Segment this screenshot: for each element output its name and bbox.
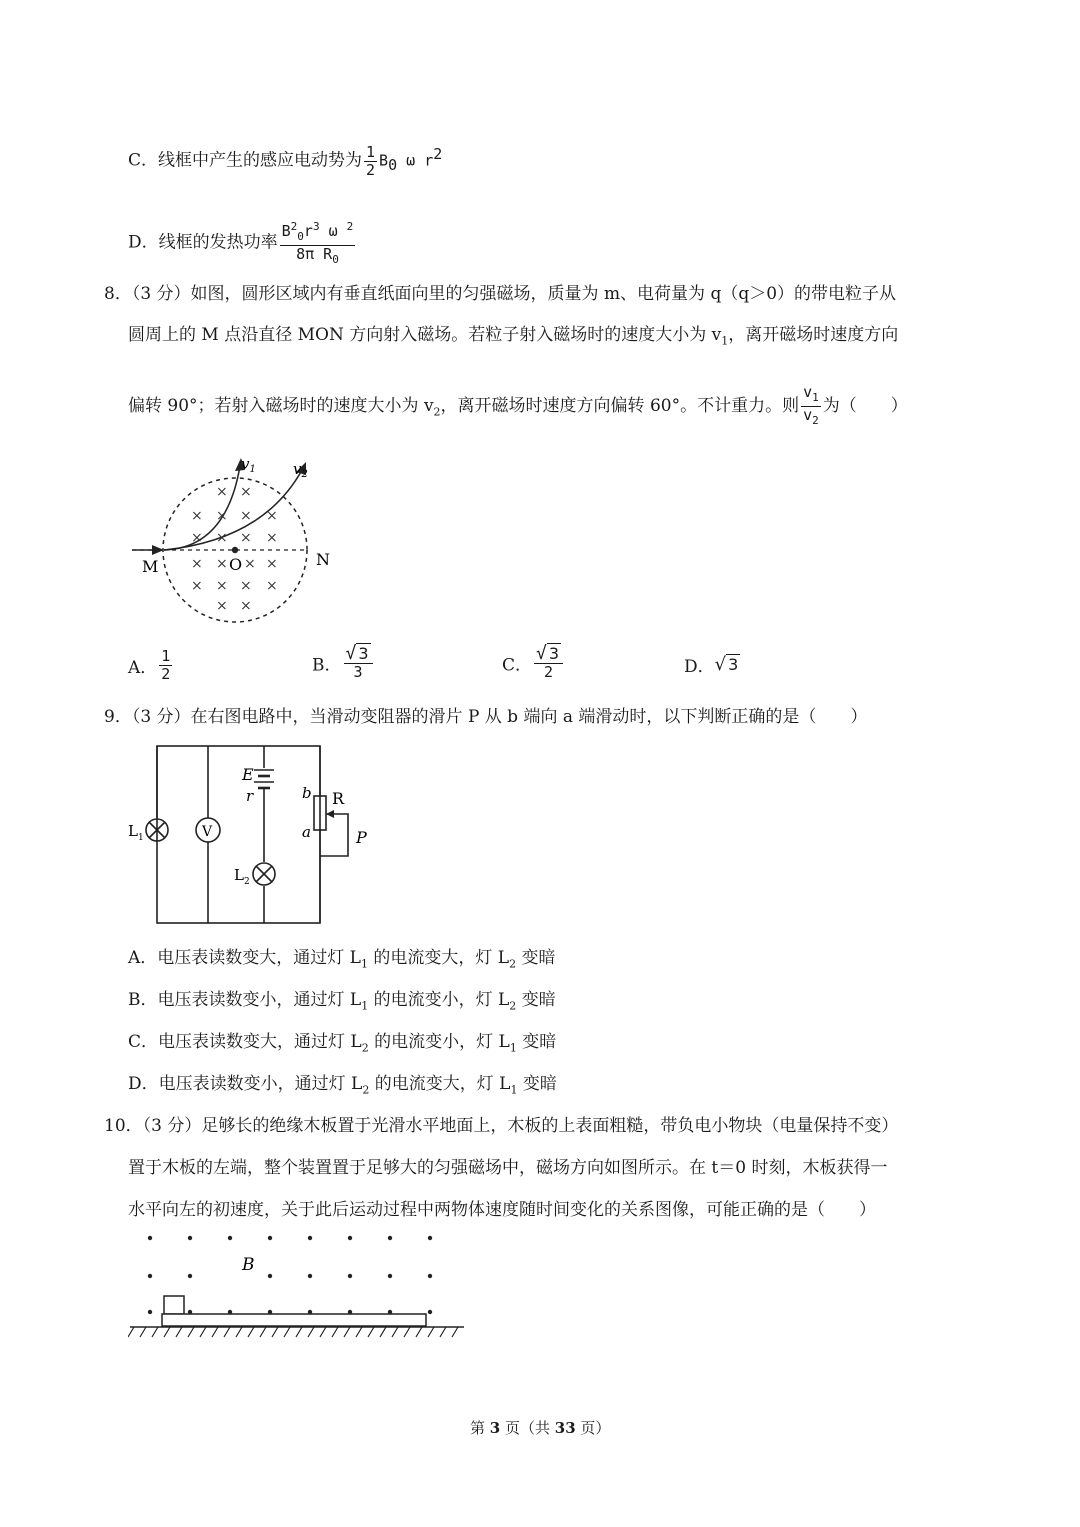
q8-option-c[interactable]: C． $\frac{√ 3}{2}$ xyxy=(502,645,565,681)
label-L2: $L_2$ xyxy=(234,866,250,887)
q9-option-c[interactable]: C．电压表读数变大，通过灯 $L_2$ 的电流变小，灯 $L_1$ 变暗 xyxy=(128,1032,557,1055)
q9-stem: 9．（3 分）在右图电路中，当滑动变阻器的滑片 P 从 b 端向 a 端滑动时，以下判断正确的是（ ） xyxy=(104,707,868,727)
svg-text:×: × xyxy=(244,556,256,572)
q9-option-a[interactable]: A．电压表读数变大，通过灯 $L_1$ 的电流变大，灯 $L_2$ 变暗 xyxy=(128,948,556,971)
svg-text:×: × xyxy=(191,508,203,524)
q10-stem-line3: 水平向左的初速度，关于此后运动过程中两物体速度随时间变化的关系图像，可能正确的是（ ） xyxy=(128,1200,876,1220)
svg-text:×: × xyxy=(216,598,228,614)
label-B: B xyxy=(242,1255,255,1275)
ground-hatch xyxy=(128,1327,458,1337)
svg-text:×: × xyxy=(191,556,203,572)
label-V: V xyxy=(202,824,213,840)
q7-option-d: D．线框的发热功率 $\frac{B^2_0r^3 \omega ^2}{8\pi R_0}$ xyxy=(128,220,354,266)
svg-text:×: × xyxy=(266,508,278,524)
svg-text:×: × xyxy=(216,508,228,524)
fraction: $\frac{B^2_0r^3 \omega ^2}{8\pi R_0}$ xyxy=(281,220,354,266)
label-R: R xyxy=(332,789,345,808)
q9-circuit-figure xyxy=(118,738,378,930)
q9-option-d[interactable]: D．电压表读数变小，通过灯 $L_2$ 的电流变大，灯 $L_1$ 变暗 xyxy=(128,1074,557,1097)
label-a: a xyxy=(302,823,311,841)
svg-text:×: × xyxy=(266,530,278,546)
svg-text:×: × xyxy=(266,578,278,594)
svg-text:×: × xyxy=(216,484,228,500)
center-point xyxy=(232,547,238,553)
label-M: M xyxy=(142,557,159,576)
ratio-fraction: $\frac{v_1}{v_2}$ xyxy=(803,383,819,427)
label-O: O xyxy=(229,555,243,574)
svg-text:×: × xyxy=(240,578,252,594)
trajectory-v2 xyxy=(164,470,302,550)
label-N: N xyxy=(316,550,330,569)
svg-text:×: × xyxy=(266,556,278,572)
q9-option-b[interactable]: B．电压表读数变小，通过灯 $L_1$ 的电流变小，灯 $L_2$ 变暗 xyxy=(128,990,556,1013)
q10-board-field-figure xyxy=(128,1228,468,1348)
q8-magnetic-field-figure xyxy=(128,448,368,638)
q10-stem-line2: 置于木板的左端，整个装置置于足够大的匀强磁场中，磁场方向如图所示。在 t＝0 时刻，木板获得一 xyxy=(128,1158,888,1178)
q8-option-b[interactable]: B． $\frac{√ 3}{3}$ xyxy=(312,645,375,681)
q8-stem-line1: 8．（3 分）如图，圆形区域内有垂直纸面向里的匀强磁场，质量为 m、电荷量为 q（q＞0）的带电粒子从 xyxy=(104,284,897,304)
q8-stem-line2: 圆周上的 M 点沿直径 MON 方向射入磁场。若粒子射入磁场时的速度大小为 $v_1$，离开磁场时速度方向 xyxy=(128,325,899,348)
svg-text:×: × xyxy=(240,484,252,500)
svg-text:×: × xyxy=(240,508,252,524)
label-v2: $v_2$ xyxy=(293,460,308,480)
svg-text:×: × xyxy=(191,578,203,594)
page-footer: 第 3 页（共 33 页） xyxy=(470,1419,611,1437)
q8-option-d[interactable]: D．√ 3 xyxy=(684,654,739,677)
slider-arrow-P xyxy=(326,810,334,818)
svg-text:×: × xyxy=(191,530,203,546)
label-b: b xyxy=(302,784,312,802)
circuit-outer-loop xyxy=(157,746,320,923)
q8-option-a[interactable]: A． $\frac{1}{2}$ xyxy=(128,647,171,683)
svg-text:×: × xyxy=(216,530,228,546)
label-v1: $v_1$ xyxy=(241,455,256,475)
svg-text:×: × xyxy=(216,578,228,594)
field-dots xyxy=(148,1236,432,1314)
wooden-board xyxy=(162,1314,426,1326)
label-P: P xyxy=(356,828,367,847)
q7-option-c: C．线框中产生的感应电动势为 $\frac{1}{2}$ $B_0$ ω $r^2$ xyxy=(128,142,443,179)
incident-arrow xyxy=(152,545,164,555)
small-block xyxy=(164,1296,184,1314)
label-E: E xyxy=(242,765,254,784)
svg-text:×: × xyxy=(240,530,252,546)
fraction: $\frac{1}{2}$ xyxy=(366,142,376,179)
label-r: r xyxy=(246,787,254,805)
label-L1: $L_1$ xyxy=(128,822,144,843)
svg-text:×: × xyxy=(216,556,228,572)
q10-stem-line1: 10．（3 分）足够长的绝缘木板置于光滑水平地面上，木板的上表面粗糙，带负电小物块（电量保持不变） xyxy=(104,1116,899,1136)
q8-stem-line3: 偏转 90°；若射入磁场时的速度大小为 $v_2$，离开磁场时速度方向偏转 60°。不计重力。则 $\frac{v_1}{v_2}$ 为（ ） xyxy=(128,383,908,427)
svg-text:×: × xyxy=(240,598,252,614)
